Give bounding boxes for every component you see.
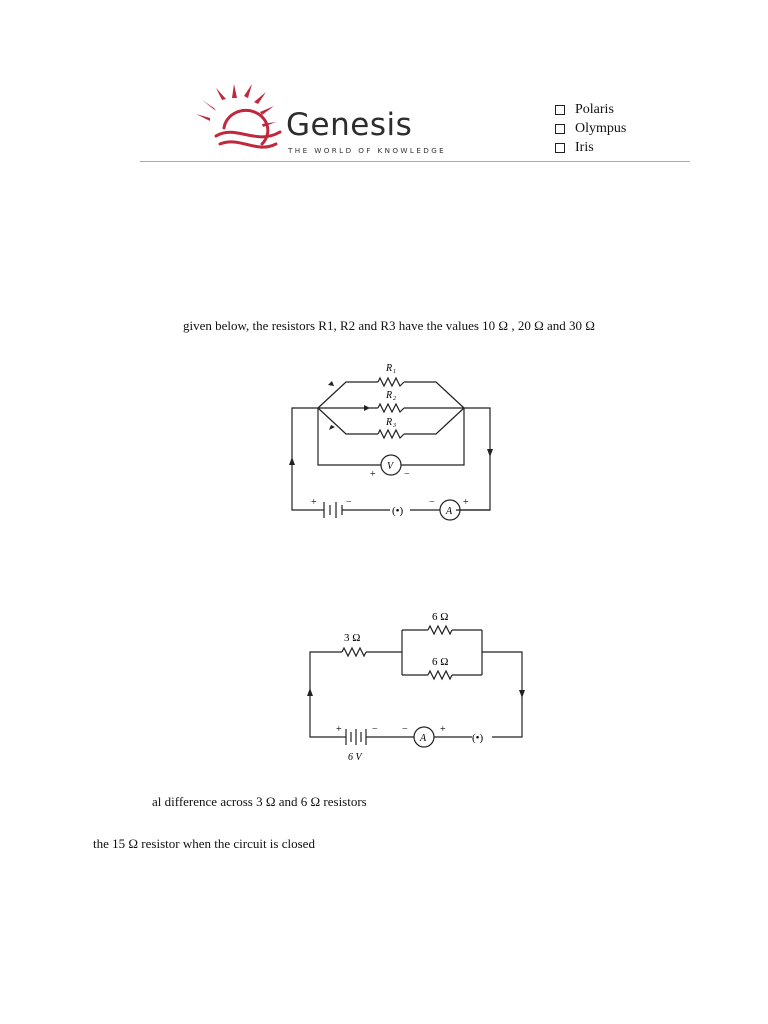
question-text-3: the 15 Ω resistor when the circuit is closed [93,836,315,851]
voltmeter-minus: − [404,469,410,480]
r2-subscript: 2 [393,396,396,402]
battery-plus: + [336,724,342,735]
r3-subscript: 3 [393,423,396,429]
key-symbol: (•) [472,732,484,744]
r1-label: R [386,363,393,374]
r-series-label: 3 Ω [344,632,361,644]
question-text-2: al difference across 3 Ω and 6 Ω resistors [152,794,367,809]
voltmeter-plus: + [370,469,376,480]
r-parallel-top-label: 6 Ω [432,611,449,623]
ammeter-plus: + [440,724,446,735]
question-text-1: given below, the resistors R1, R2 and R3 have the values 10 Ω , 20 Ω and 30 Ω [183,318,595,333]
checkbox-polaris[interactable] [555,105,565,115]
option-label: Olympus [575,121,627,136]
document-header [140,82,690,164]
r-parallel-bottom-label: 6 Ω [432,656,449,668]
option-olympus[interactable] [555,119,626,138]
r1-subscript: 1 [393,369,396,375]
option-iris[interactable] [555,138,626,157]
ammeter-label: A [420,733,427,744]
option-label: Iris [575,140,594,155]
brand-name: Genesis [286,107,413,143]
ammeter-minus: − [402,724,408,735]
r3-label: R [386,417,393,428]
checkbox-olympus[interactable] [555,124,565,134]
header-divider [140,161,690,162]
program-options-list [555,100,626,157]
checkbox-iris[interactable] [555,143,565,153]
circuit-diagram-1 [280,355,500,525]
option-polaris[interactable] [555,100,626,119]
option-label: Polaris [575,102,614,117]
ammeter-minus: − [429,497,435,508]
battery-minus: − [372,724,378,735]
brand-tagline: THE WORLD OF KNOWLEDGE [288,146,447,155]
circuit-diagram-2 [300,600,540,760]
key-symbol: (•) [392,505,404,517]
ammeter-label: A [446,506,453,517]
voltmeter-label: V [387,461,394,472]
battery-plus: + [311,497,317,508]
ammeter-plus: + [463,497,469,508]
battery-minus: − [346,497,352,508]
battery-voltage-label: 6 V [348,752,362,760]
r2-label: R [386,390,393,401]
